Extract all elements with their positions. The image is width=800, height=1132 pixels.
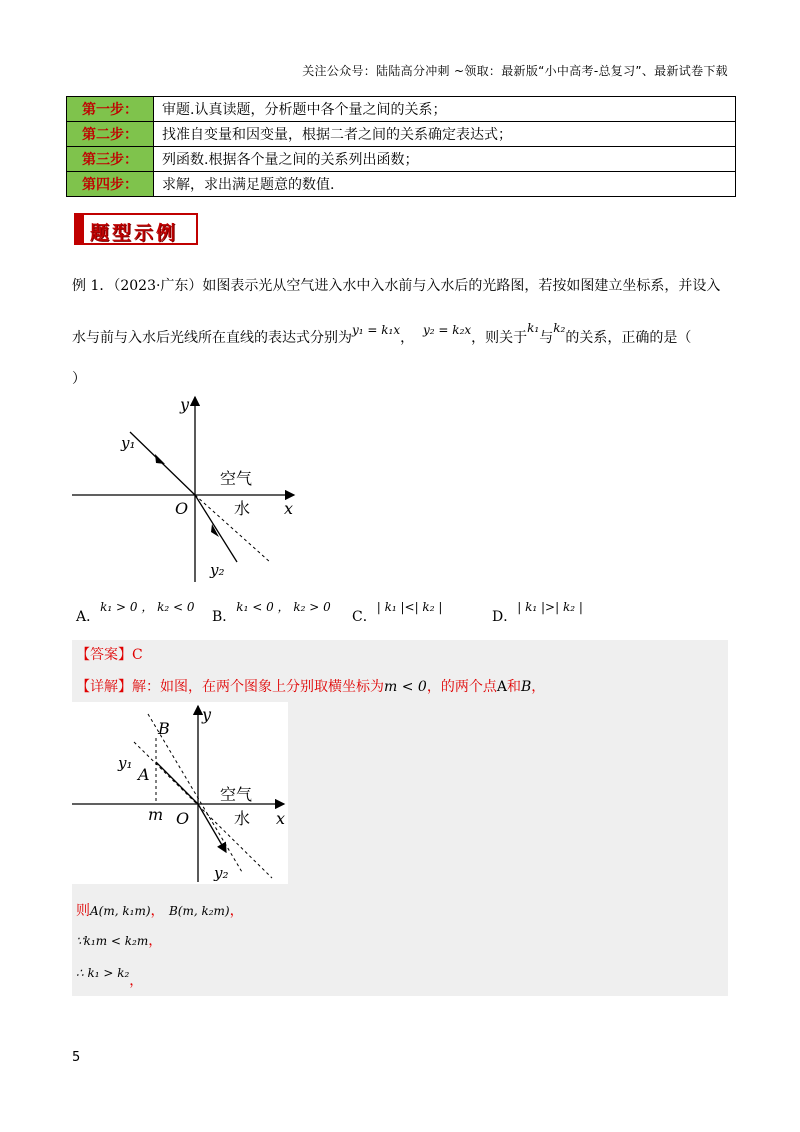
solution-line-1	[76, 900, 244, 920]
air-label: 空气	[220, 469, 253, 488]
option-letter: D．	[492, 609, 518, 625]
step-row	[67, 147, 736, 172]
detail-label: 【详解】	[76, 679, 132, 695]
example-line-2	[72, 321, 692, 347]
step-label: 第三步：	[67, 147, 154, 172]
option-letter: B．	[212, 609, 237, 625]
separator: ，	[229, 903, 244, 919]
x-axis-label: x	[276, 809, 286, 828]
option-expr: k₁ > 0 ， k₂ < 0	[100, 600, 195, 614]
therefore-statement: ∴ k₁ > k₂	[76, 966, 130, 980]
x-axis-label: x	[284, 499, 294, 518]
steps-table	[66, 96, 736, 197]
figure-background	[72, 702, 288, 884]
option-d	[492, 600, 583, 626]
option-expr: | k₁ |>| k₂ |	[517, 600, 583, 614]
y-axis-label: y	[180, 395, 190, 414]
example-text: ，则关于	[471, 330, 528, 346]
separator: ，	[150, 903, 165, 919]
banner-accent-bar	[76, 215, 84, 243]
equation-y1: y₁ = k₁x	[352, 323, 401, 337]
step-label: 第二步：	[67, 122, 154, 147]
detail-text: 和	[506, 679, 521, 695]
k1-symbol: k₁	[527, 321, 540, 335]
page-header: 关注公众号：陆陆高分冲刺 ~领取：最新版“小中高考-总复习”、最新试卷下载	[302, 64, 728, 78]
step-label: 第一步：	[67, 97, 154, 122]
step-row	[67, 97, 736, 122]
detail-text: ，的两个点	[426, 679, 497, 695]
step-label: 第四步：	[67, 172, 154, 197]
detail-text: ，	[531, 679, 546, 695]
origin-label: O	[175, 499, 189, 518]
point-a-label: A	[138, 765, 150, 784]
step-row	[67, 172, 736, 197]
m-condition: m < 0	[384, 679, 427, 695]
y2-label: y₂	[210, 561, 225, 579]
origin-label: O	[176, 809, 190, 828]
option-c	[352, 600, 443, 626]
point-b-label: B	[158, 719, 170, 738]
page-number: 5	[72, 1050, 81, 1065]
example-line-3: ）	[72, 371, 86, 387]
because-statement: ∵k₁m < k₂m	[76, 934, 149, 948]
solution-line-3	[76, 962, 144, 989]
example-text: 的关系，正确的是（	[565, 330, 692, 346]
extension-line	[195, 495, 270, 562]
step-text: 审题.认真读题，分析题中各个量之间的关系；	[154, 97, 736, 122]
section-banner	[74, 213, 198, 245]
point-a-label: A	[496, 679, 507, 695]
incident-arrow-icon	[155, 454, 165, 464]
option-b	[212, 600, 331, 626]
option-letter: A．	[76, 609, 101, 625]
k2-symbol: k₂	[553, 321, 566, 335]
y2-label: y₂	[214, 864, 229, 882]
solution-figure	[72, 702, 288, 884]
step-text: 求解，求出满足题意的数值.	[154, 172, 736, 197]
solution-line-2	[76, 930, 162, 950]
step-row	[67, 122, 736, 147]
answer-value: C	[132, 647, 143, 663]
detail-text: 解：如图，在两个图象上分别取横坐标为	[132, 679, 384, 695]
y1-label: y₁	[118, 754, 133, 772]
option-a	[76, 600, 195, 626]
refracted-ray	[195, 495, 237, 562]
option-letter: C．	[352, 609, 377, 625]
point-b-coords: B(m, k₂m)	[168, 904, 230, 918]
y-axis-label: y	[202, 705, 212, 724]
y1-label: y₁	[121, 434, 136, 452]
answer-label: 【答案】	[76, 647, 132, 663]
detail-line	[76, 676, 545, 696]
m-label: m	[148, 805, 164, 824]
air-label: 空气	[220, 785, 253, 804]
step-text: 找准自变量和因变量，根据二者之间的关系确定表达式；	[154, 122, 736, 147]
light-path-figure	[72, 392, 312, 587]
option-expr: | k₁ |<| k₂ |	[376, 600, 443, 614]
banner-title: 题型示例	[90, 222, 179, 244]
solution-text: 则	[76, 903, 90, 919]
point-b-label: B	[520, 679, 532, 695]
example-line-1: 例 1．（2023·广东）如图表示光从空气进入水中入水前与入水后的光路图，若按如图建立坐标系，并设入	[72, 278, 721, 294]
separator: ，	[129, 973, 144, 989]
separator: ，	[148, 933, 163, 949]
answer-line	[76, 644, 143, 664]
option-expr: k₁ < 0 ， k₂ > 0	[236, 600, 331, 614]
example-text: 水与前与入水后光线所在直线的表达式分别为	[72, 330, 352, 346]
water-label: 水	[234, 809, 251, 828]
step-text: 列函数.根据各个量之间的关系列出函数；	[154, 147, 736, 172]
point-a-coords: A(m, k₁m)	[90, 904, 151, 918]
water-label: 水	[234, 499, 251, 518]
equation-y2: y₂ = k₂x	[423, 323, 472, 337]
separator: ，	[400, 330, 415, 346]
example-text: 与	[539, 330, 554, 346]
